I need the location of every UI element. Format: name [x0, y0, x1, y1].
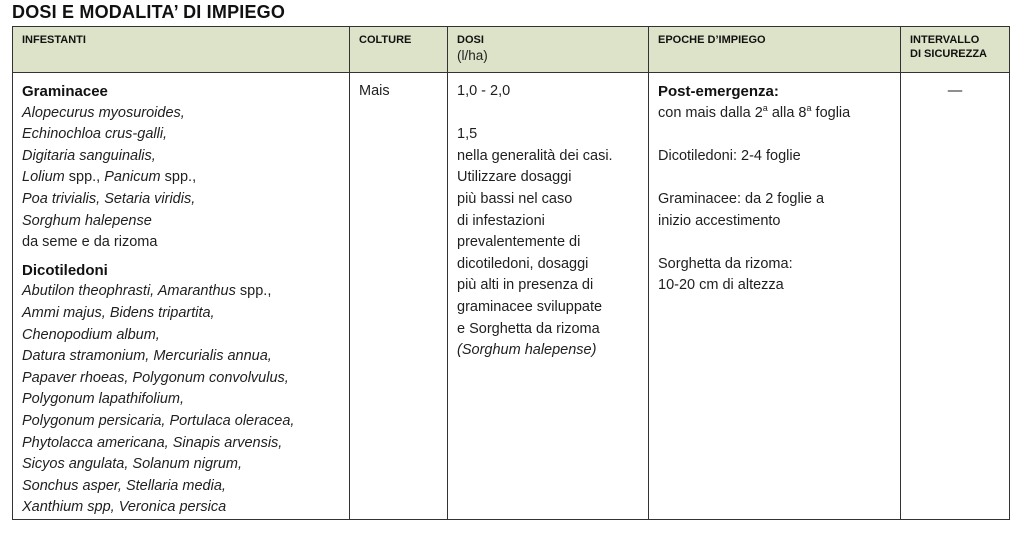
cell-colture	[350, 73, 448, 520]
dose-note-line: e Sorghetta da rizoma	[457, 320, 600, 337]
weed-line: Sonchus asper, Stellaria media,	[22, 477, 226, 494]
cell-intervallo	[901, 73, 1010, 520]
weed-line: Lolium spp., Panicum spp.,	[22, 169, 197, 186]
dose-range: 1,0 - 2,0	[457, 83, 511, 99]
weed-line: Sorghum halepense	[22, 212, 152, 229]
header-intervallo: INTERVALLO DI SICUREZZA	[901, 27, 1010, 73]
weed-line: Xanthium spp, Veronica persica	[22, 499, 227, 516]
table-header-row	[13, 27, 1010, 73]
safety-interval: —	[947, 83, 963, 99]
weed-line: Phytolacca americana, Sinapis arvensis,	[22, 434, 283, 451]
dosage-table	[12, 26, 1010, 520]
weed-line: Polygonum persicaria, Portulaca oleracea,	[22, 412, 295, 429]
weed-line: Poa trivialis, Setaria viridis,	[22, 190, 196, 207]
dose-note-line: più bassi nel caso	[457, 190, 573, 207]
weed-line: Abutilon theophrasti, Amaranthus spp.,	[22, 283, 272, 300]
weed-line: Datura stramonium, Mercurialis annua,	[22, 348, 272, 365]
header-infestanti: INFESTANTI	[13, 27, 350, 73]
epoch-line: 10-20 cm di altezza	[658, 277, 784, 294]
weed-line: Alopecurus myosuroides,	[22, 104, 185, 121]
weed-line: Polygonum lapathifolium,	[22, 391, 185, 408]
weed-line: Sicyos angulata, Solanum nigrum,	[22, 456, 243, 473]
epoch-heading: Post-emergenza:	[658, 83, 779, 100]
header-colture: COLTURE	[350, 27, 448, 73]
header-dosi-unit: (l/ha)	[457, 48, 488, 63]
epoch-line: Graminacee: da 2 foglie a	[658, 190, 825, 207]
dose-note-line: prevalentemente di	[457, 234, 581, 251]
cell-epoche	[649, 73, 901, 520]
header-dosi: DOSI (l/ha)	[448, 27, 649, 73]
weed-line: Papaver rhoeas, Polygonum convolvulus,	[22, 369, 289, 386]
dose-note-line: più alti in presenza di	[457, 277, 594, 294]
epoch-line: con mais dalla 2$^a$ alla 8$^a$ foglia	[658, 102, 851, 121]
graminacee-heading: Graminacee	[22, 83, 108, 100]
weed-line: Ammi majus, Bidens tripartita,	[22, 304, 215, 321]
epoch-line: Sorghetta da rizoma:	[658, 255, 793, 272]
table-row	[13, 73, 1010, 520]
dose-note-line: di infestazioni	[457, 212, 545, 229]
epoch-line: Dicotiledoni: 2-4 foglie	[658, 147, 801, 164]
page-title: DOSI E MODALITA’ DI IMPIEGO	[12, 2, 286, 22]
dicotiledoni-heading: Dicotiledoni	[22, 261, 108, 279]
weed-line: da seme e da rizoma	[22, 234, 158, 251]
crop-name: Mais	[359, 83, 390, 99]
dose-note-line: graminacee sviluppate	[457, 298, 603, 315]
dose-note-line: (Sorghum halepense)	[457, 342, 597, 359]
epoch-line: inizio accestimento	[658, 212, 781, 229]
weed-line: Chenopodium album,	[22, 326, 160, 343]
weed-line: Digitaria sanguinalis,	[22, 147, 156, 164]
dose-value: 1,5	[457, 126, 478, 143]
dose-note-line: dicotiledoni, dosaggi	[457, 255, 589, 272]
header-epoche: EPOCHE D’IMPIEGO	[649, 27, 901, 73]
dose-note-line: Utilizzare dosaggi	[457, 169, 572, 186]
weed-line: Echinochloa crus-galli,	[22, 126, 168, 143]
dose-note-line: nella generalità dei casi.	[457, 147, 613, 164]
cell-dosi	[448, 73, 649, 520]
cell-infestanti	[13, 73, 350, 520]
